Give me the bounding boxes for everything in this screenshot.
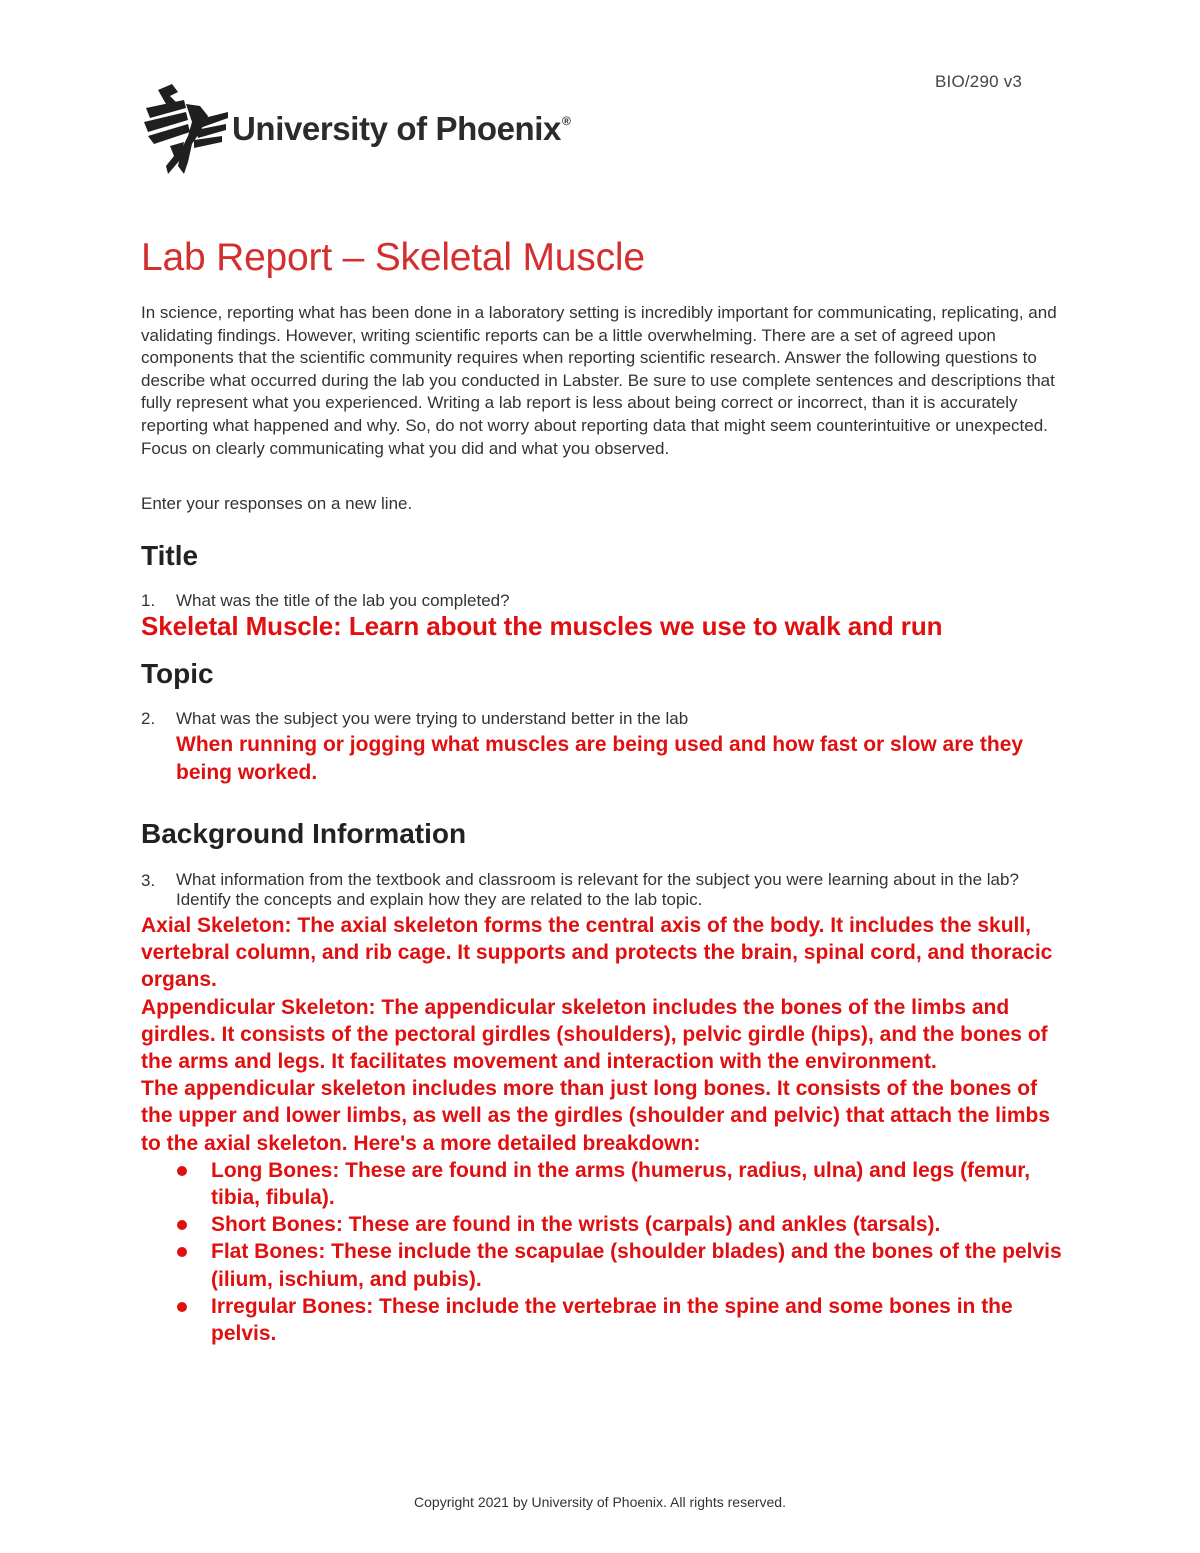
logo-text: University of Phoenix bbox=[232, 110, 562, 147]
document-title: Lab Report – Skeletal Muscle bbox=[141, 236, 645, 279]
bullet-icon bbox=[177, 1302, 187, 1312]
bullet-icon bbox=[177, 1220, 187, 1230]
question-2 bbox=[141, 708, 1066, 729]
list-item-text: Long Bones: These are found in the arms (humerus, radius, ulna) and legs (femur, tibia, fibula). bbox=[211, 1158, 1031, 1210]
answer-paragraph: Axial Skeleton: The axial skeleton forms the central axis of the body. It includes the skull, vertebral column, and rib cage. It supports and protects the brain, spinal cord, and thoracic organs. bbox=[141, 914, 1053, 992]
answer-3 bbox=[141, 912, 1066, 1347]
instruction-text: Enter your responses on a new line. bbox=[141, 494, 413, 513]
bone-types-list bbox=[141, 1157, 1066, 1347]
section-heading-title: Title bbox=[141, 540, 199, 571]
section-heading-topic: Topic bbox=[141, 658, 214, 689]
question-number: 1. bbox=[141, 591, 156, 610]
bullet-icon bbox=[177, 1247, 187, 1257]
answer-paragraph: The appendicular skeleton includes more than just long bones. It consists of the bones of the upper and lower limbs, as well as the girdles (shoulder and pelvic) that attach the limbs to the axial skeleton. Here's a more detailed breakdown: bbox=[141, 1077, 1051, 1155]
question-1 bbox=[141, 590, 1066, 611]
list-item-text: Flat Bones: These include the scapulae (shoulder blades) and the bones of the pelvis (ilium, ischium, and pubis). bbox=[211, 1240, 1062, 1291]
answer-1: Skeletal Muscle: Learn about the muscles we use to walk and run bbox=[141, 611, 943, 641]
list-item bbox=[211, 1157, 1066, 1211]
intro-paragraph: In science, reporting what has been done in a laboratory setting is incredibly important for communicating, replicating, and validating findings. However, writing scientific reports can be a little overwhelming. There are a set of agreed upon components that the scientific community requires when reporting scientific research. Answer the following questions to describe what occurred during the lab you conducted in Labster. Be sure to use complete sentences and descriptions that fully represent what you experienced. Writing a lab report is less about being correct or incorrect, than it is accurately reporting what happened and why. So, do not worry about reporting data that might seem counterintuitive or unexpected. Focus on clearly communicating what you did and what you observed. bbox=[141, 303, 1057, 458]
question-3 bbox=[141, 870, 1066, 909]
copyright-footer: Copyright 2021 by University of Phoenix. All rights reserved. bbox=[414, 1494, 786, 1510]
university-logo bbox=[140, 82, 571, 182]
bullet-icon bbox=[177, 1166, 187, 1176]
list-item bbox=[211, 1238, 1066, 1292]
question-number: 2. bbox=[141, 709, 156, 728]
section-heading-background: Background Information bbox=[141, 818, 467, 849]
list-item-text: Irregular Bones: These include the vertebrae in the spine and some bones in the pelvis. bbox=[211, 1294, 1013, 1346]
registered-mark: ® bbox=[562, 114, 571, 128]
answer-2: When running or jogging what muscles are being used and how fast or slow are they being worked. bbox=[176, 733, 1024, 784]
course-code: BIO/290 v3 bbox=[935, 72, 1023, 91]
answer-paragraph: Appendicular Skeleton: The appendicular skeleton includes the bones of the limbs and girdles. It consists of the pectoral girdles (shoulders), pelvic girdle (hips), and the bones of the arms and legs. It facilitates movement and interaction with the environment. bbox=[141, 995, 1048, 1074]
list-item bbox=[211, 1211, 1066, 1238]
phoenix-bird-icon bbox=[140, 82, 230, 182]
question-text: What was the subject you were trying to understand better in the lab bbox=[176, 709, 689, 728]
list-item bbox=[211, 1293, 1066, 1347]
logo-wordmark bbox=[232, 110, 570, 148]
question-text: What information from the textbook and classroom is relevant for the subject you were learning about in the lab? Identify the concepts and explain how they are related to the lab topic. bbox=[176, 870, 1019, 909]
question-number: 3. bbox=[141, 871, 156, 890]
list-item-text: Short Bones: These are found in the wrists (carpals) and ankles (tarsals). bbox=[211, 1213, 941, 1237]
question-text: What was the title of the lab you completed? bbox=[176, 591, 510, 610]
